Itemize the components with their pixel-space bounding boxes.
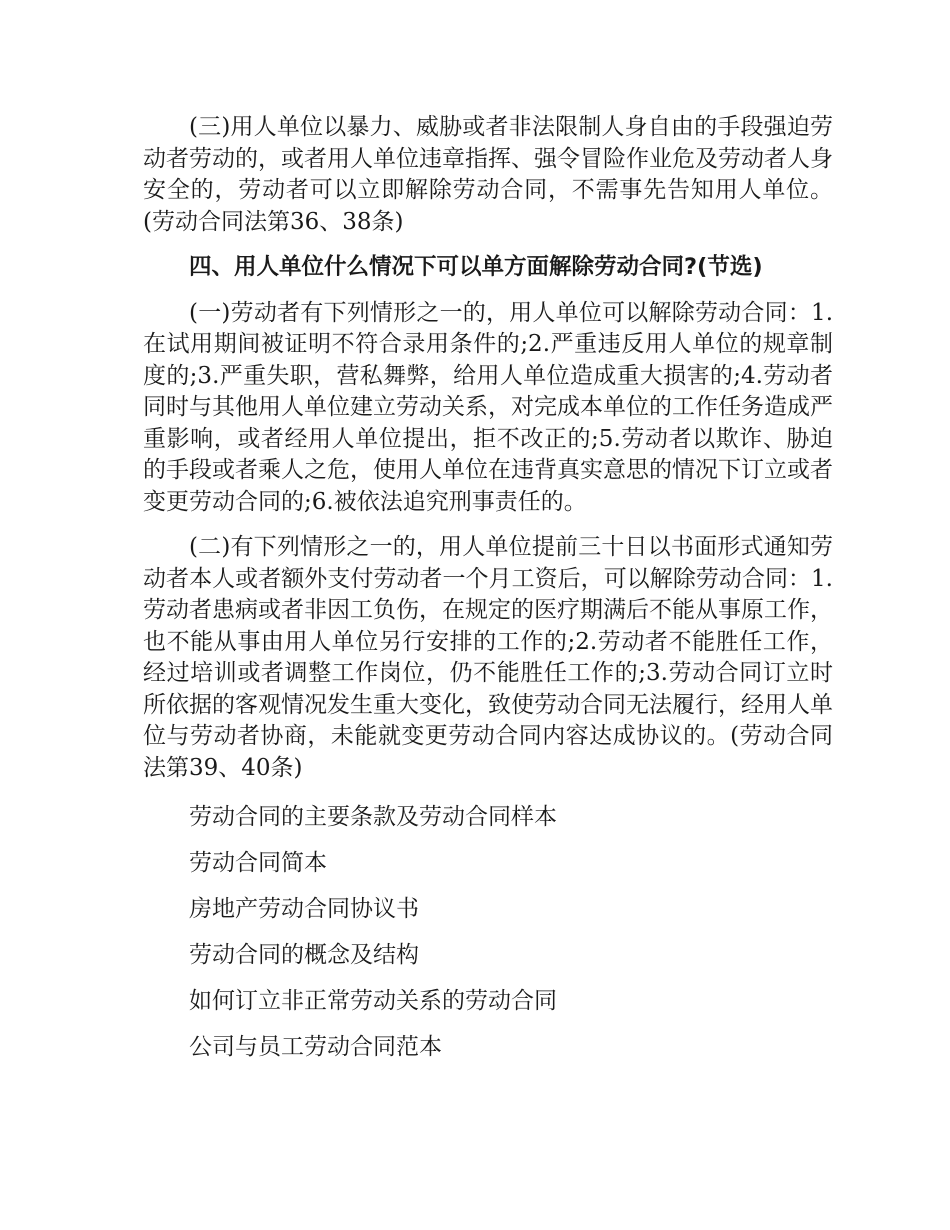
related-link[interactable]: 劳动合同的概念及结构 bbox=[189, 942, 419, 968]
paragraph-notice-termination: (二)有下列情形之一的，用人单位提前三十日以书面形式通知劳动者本人或者额外支付劳动者一个月工资后，可以解除劳动合同：1.劳动者患病或者非因工负伤，在规定的医疗期满后不能从事原工作，也不能从事由用人单位另行安排的工作的;2.劳动者不能胜任工作，经过培训或者调整工作岗位，仍不能胜任工作的;3.劳动合同订立时所依据的客观情况发生重大变化，致使劳动合同无法履行，经用人单位与劳动者协商，未能就变更劳动合同内容达成协议的。(劳动合同法第39、40条) bbox=[143, 534, 833, 781]
related-link[interactable]: 房地产劳动合同协议书 bbox=[189, 896, 419, 922]
document-page bbox=[143, 112, 833, 1078]
related-link[interactable]: 劳动合同简本 bbox=[189, 850, 327, 876]
paragraph-immediate-termination: (三)用人单位以暴力、威胁或者非法限制人身自由的手段强迫劳动者劳动的，或者用人单位违章指挥、强令冒险作业危及劳动者人身安全的，劳动者可以立即解除劳动合同，不需事先告知用人单位。(劳动合同法第36、38条) bbox=[143, 114, 833, 235]
related-links-list bbox=[143, 802, 833, 1064]
section-heading-employer-termination: 四、用人单位什么情况下可以单方面解除劳动合同?(节选) bbox=[189, 254, 763, 280]
related-link[interactable]: 公司与员工劳动合同范本 bbox=[189, 1034, 442, 1060]
related-link[interactable]: 劳动合同的主要条款及劳动合同样本 bbox=[189, 804, 557, 830]
related-link[interactable]: 如何订立非正常劳动关系的劳动合同 bbox=[189, 988, 557, 1014]
paragraph-termination-grounds: (一)劳动者有下列情形之一的，用人单位可以解除劳动合同：1.在试用期间被证明不符合录用条件的;2.严重违反用人单位的规章制度的;3.严重失职，营私舞弊，给用人单位造成重大损害的;4.劳动者同时与其他用人单位建立劳动关系，对完成本单位的工作任务造成严重影响，或者经用人单位提出，拒不改正的;5.劳动者以欺诈、胁迫的手段或者乘人之危，使用人单位在违背真实意思的情况下订立或者变更劳动合同的;6.被依法追究刑事责任的。 bbox=[143, 299, 833, 515]
